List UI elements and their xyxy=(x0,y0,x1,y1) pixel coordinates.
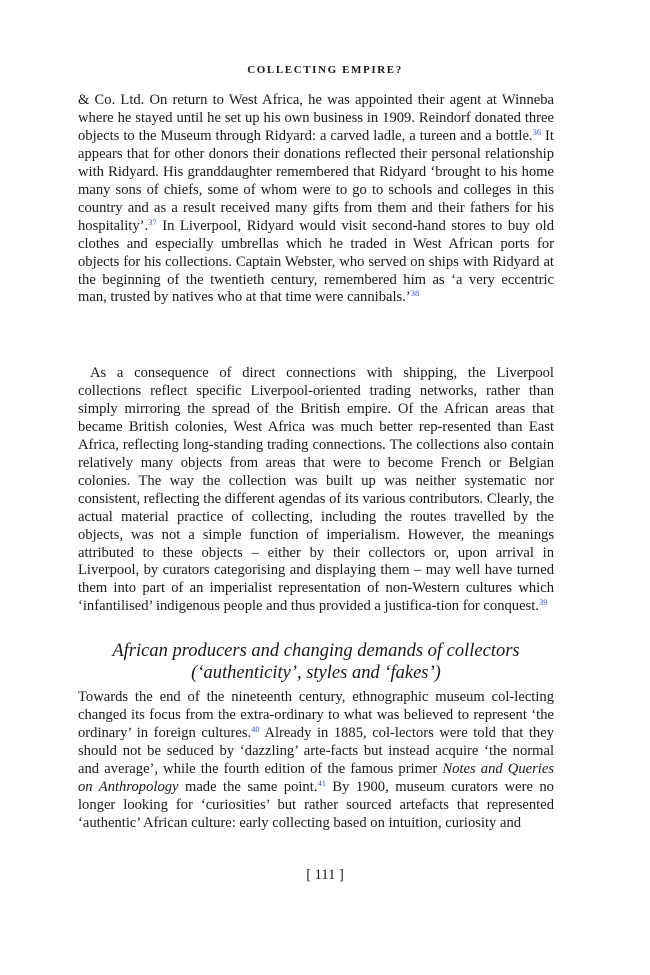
paragraph-section-start xyxy=(78,689,554,833)
footnote-ref-36[interactable]: 36 xyxy=(532,126,542,137)
paragraph-collections xyxy=(78,365,554,616)
paragraph-continuation xyxy=(78,92,554,307)
footnote-ref-40[interactable]: 40 xyxy=(251,723,260,734)
book-title: Notes and Queries on Anthropology xyxy=(78,760,554,795)
paragraph-text: By 1900, museum curators were no longer looking for ‘curiosities’ but rather sourced artefacts that represented ‘authentic’ African culture: early collecting based on intuition, curiosity and xyxy=(78,778,554,831)
running-head: COLLECTING EMPIRE? xyxy=(247,64,403,76)
page-number: [ 111 ] xyxy=(306,867,344,883)
paragraph-text: Towards the end of the nineteenth century, ethnographic museum col-lecting changed its focus from the extra-ordinary to what was believed to represent ‘the ordinary’ in foreign cultures. xyxy=(78,689,554,741)
paragraph-text: made the same point. xyxy=(178,778,318,795)
paragraph-text: Already in 1885, col-lectors were told that they should not be seduced by ‘dazzling’ arte-facts but instead acquire ‘the normal and average’, while the fourth edition of the famous primer xyxy=(78,724,555,777)
footnote-ref-39[interactable]: 39 xyxy=(538,597,548,608)
footnote-ref-41[interactable]: 41 xyxy=(317,777,326,788)
paragraph-text: & Co. Ltd. On return to West Africa, he was appointed their agent at Winneba where he stayed until he set up his own business in 1909. Reindorf donated three objects to the Museum through Ridyard: a carved ladle, a tureen and a bottle. xyxy=(78,92,554,144)
paragraph-text: As a consequence of direct connections with shipping, the Liverpool collections reflect specific Liverpool-oriented trading networks, rather than simply mirroring the spread of the British empire. Of the African areas that became British colonies, West Africa was much better rep-resented than East Africa, reflecting long-standing trading connections. The collections also contain relatively many objects from areas that were to become French or Belgian colonies. The way the collection was built up was neither systematic nor consistent, reflecting the different agendas of its various contributors. Clearly, the actual material practice of collecting, including the routes travelled by the objects, was not a simple function of imperialism. However, the meanings attributed to these objects – either by their collectors or, upon arrival in Liverpool, by curators categorising and displaying them – may well have turned them into part of an imperialist representation of non-Western cultures which ‘infantilised’ indigenous people and thus provided a justifica-tion for conquest. xyxy=(78,365,554,615)
footnote-ref-37[interactable]: 37 xyxy=(148,216,157,227)
paragraph-text: In Liverpool, Ridyard would visit second-hand stores to buy old clothes and especially umbrellas which he traded in West African ports for objects for his collections. Captain Webster, who served on ships with Ridyard at the beginning of the twentieth century, remembered him as ‘a very eccentric man, trusted by natives who at that time were cannibals.’ xyxy=(78,217,554,306)
section-heading-line-2: (‘authenticity’, styles and ‘fakes’) xyxy=(191,663,441,683)
section-heading xyxy=(78,640,554,684)
section-heading-line-1: African producers and changing demands of collectors xyxy=(112,641,520,661)
footnote-ref-38[interactable]: 38 xyxy=(410,288,420,299)
paragraph-text: It appears that for other donors their donations reflected their personal relationship with Ridyard. His granddaughter remembered that Ridyard ‘brought to his home many sons of chiefs, some of whom were to go to schools and colleges in this country and as a result received many gifts from them and their fathers for his hospitality’. xyxy=(78,127,554,234)
